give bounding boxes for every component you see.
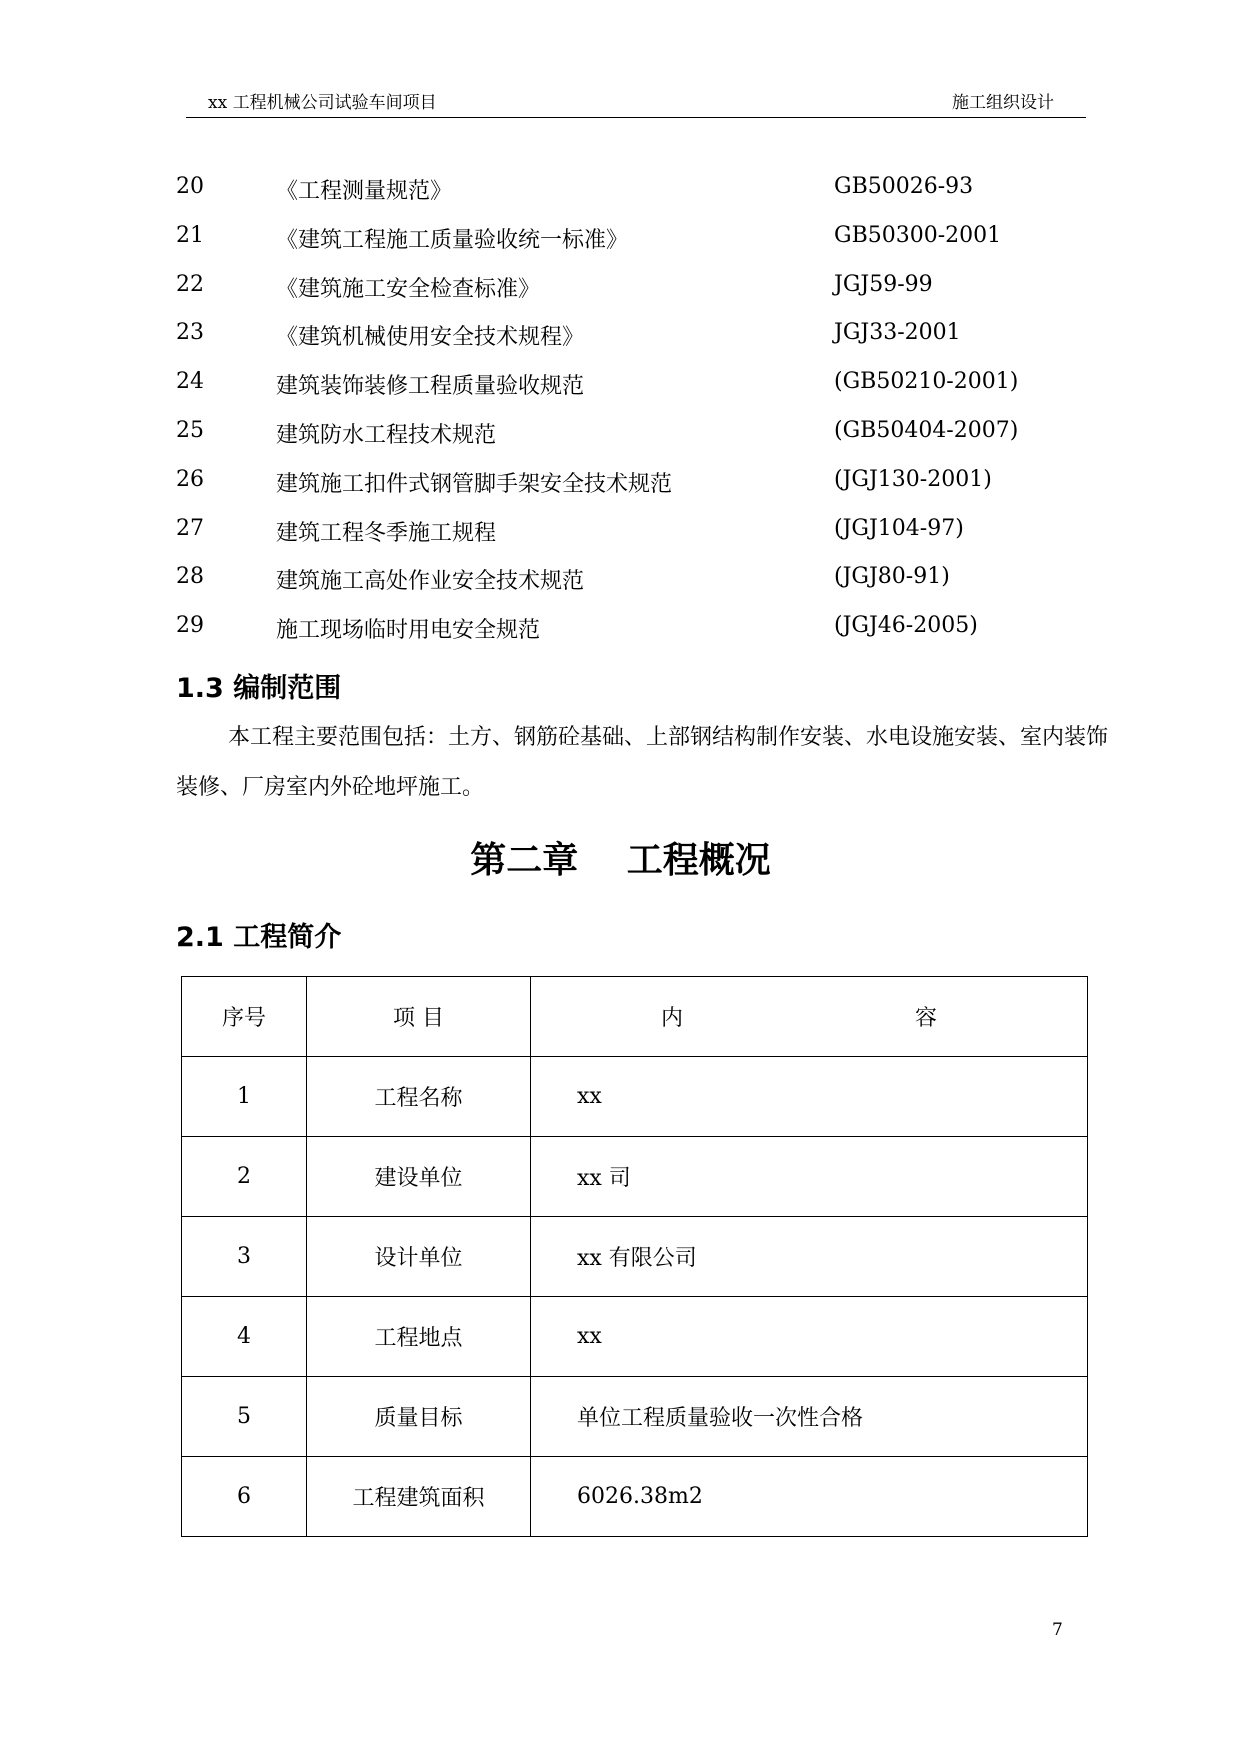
header-doc-type: 施工组织设计: [952, 93, 1054, 113]
page-number: 7: [1052, 1620, 1063, 1640]
ref-title: 《建筑机械使用安全技术规程》: [276, 325, 585, 351]
ref-number: 26: [176, 466, 204, 492]
ref-number: 29: [176, 613, 204, 639]
list-item: [176, 266, 1056, 315]
cell-no: 5: [182, 1377, 307, 1457]
ref-code: JGJ33-2001: [834, 320, 961, 346]
header-cell-item: 项 目: [307, 977, 531, 1057]
ref-code: GB50026-93: [834, 174, 974, 199]
list-item: [176, 217, 1056, 266]
cell-item: 工程建筑面积: [307, 1457, 531, 1537]
ref-number: 27: [176, 515, 204, 541]
section-heading-2-1: 2.1 工程简介: [176, 922, 342, 953]
project-info-table: [181, 976, 1088, 1537]
ref-title: 建筑装饰装修工程质量验收规范: [276, 374, 585, 400]
ref-title: 施工现场临时用电安全规范: [276, 618, 541, 644]
cell-content: 单位工程质量验收一次性合格: [531, 1377, 1088, 1457]
ref-number: 20: [176, 174, 204, 199]
cell-no: 6: [182, 1457, 307, 1537]
ref-code: (JGJ46-2005): [834, 613, 978, 639]
ref-number: 23: [176, 320, 204, 346]
table-row: [182, 1137, 1088, 1217]
cell-no: 4: [182, 1297, 307, 1377]
header-cell-content: [531, 977, 1088, 1057]
ref-code: (JGJ80-91): [834, 564, 950, 590]
table-row: [182, 1217, 1088, 1297]
ref-code: (JGJ130-2001): [834, 466, 992, 492]
ref-title: 《工程测量规范》: [276, 179, 453, 204]
ref-number: 21: [176, 222, 204, 248]
ref-code: (GB50404-2007): [834, 417, 1019, 443]
cell-no: 3: [182, 1217, 307, 1297]
cell-content: xx: [531, 1297, 1088, 1377]
cell-item: 工程名称: [307, 1057, 531, 1137]
ref-title: 建筑防水工程技术规范: [276, 422, 497, 448]
header-project-title: xx 工程机械公司试验车间项目: [208, 93, 437, 113]
table-row: [182, 1297, 1088, 1377]
ref-title: 《建筑施工安全检查标准》: [276, 276, 541, 302]
ref-title: 建筑施工高处作业安全技术规范: [276, 569, 585, 595]
list-item: [176, 607, 1056, 656]
list-item: [176, 412, 1056, 461]
header-content-a: 内: [661, 1006, 684, 1031]
table-header-row: [182, 977, 1088, 1057]
reference-standards-list: [176, 168, 1056, 656]
header-cell-no: 序号: [182, 977, 307, 1057]
cell-item: 工程地点: [307, 1297, 531, 1377]
cell-item: 质量目标: [307, 1377, 531, 1457]
cell-no: 1: [182, 1057, 307, 1137]
cell-content: xx 司: [531, 1137, 1088, 1217]
ref-code: JGJ59-99: [834, 271, 933, 297]
ref-number: 22: [176, 271, 204, 297]
header-divider: [186, 117, 1086, 118]
cell-item: 设计单位: [307, 1217, 531, 1297]
chapter-title: 第二章 工程概况: [470, 840, 771, 881]
cell-content: 6026.38m2: [531, 1457, 1088, 1537]
cell-no: 2: [182, 1137, 307, 1217]
cell-item: 建设单位: [307, 1137, 531, 1217]
list-item: [176, 314, 1056, 363]
ref-title: 建筑施工扣件式钢管脚手架安全技术规范: [276, 471, 673, 497]
ref-number: 28: [176, 564, 204, 590]
ref-code: (GB50210-2001): [834, 369, 1019, 395]
list-item: [176, 363, 1056, 412]
ref-number: 25: [176, 417, 204, 443]
list-item: [176, 558, 1056, 607]
ref-code: GB50300-2001: [834, 222, 1002, 248]
list-item: [176, 461, 1056, 510]
table-row: [182, 1457, 1088, 1537]
ref-code: (JGJ104-97): [834, 515, 964, 541]
header-content-b: 容: [914, 1006, 937, 1031]
section-1-3-paragraph: 本工程主要范围包括：土方、钢筋砼基础、上部钢结构制作安装、水电设施安装、室内装饰装修、厂房室内外砼地坪施工。: [176, 725, 1109, 800]
section-heading-1-3: 1.3 编制范围: [176, 673, 342, 704]
table-row: [182, 1057, 1088, 1137]
ref-title: 《建筑工程施工质量验收统一标准》: [276, 227, 629, 253]
ref-number: 24: [176, 369, 204, 395]
table-row: [182, 1377, 1088, 1457]
ref-title: 建筑工程冬季施工规程: [276, 520, 497, 546]
cell-content: xx: [531, 1057, 1088, 1137]
list-item: [176, 510, 1056, 559]
list-item: [176, 168, 1056, 217]
cell-content: xx 有限公司: [531, 1217, 1088, 1297]
